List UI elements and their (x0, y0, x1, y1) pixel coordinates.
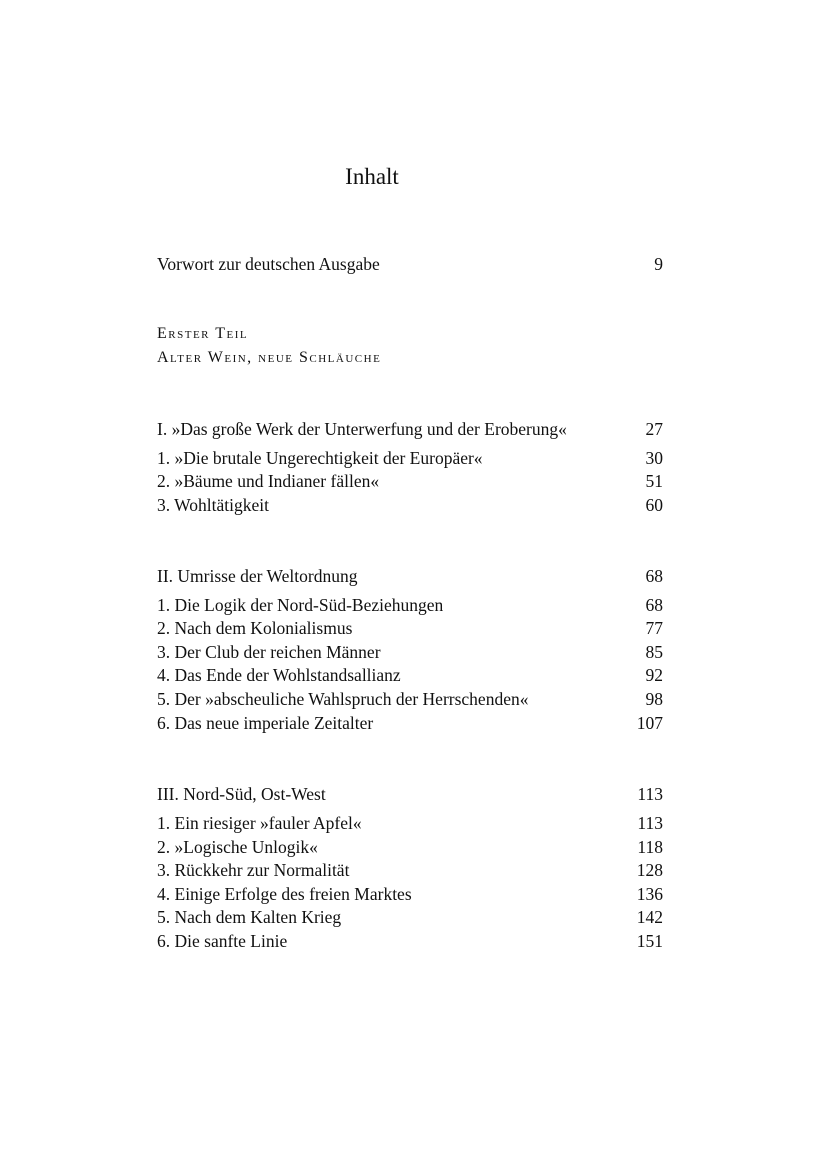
toc-section (157, 469, 663, 493)
toc-entry-page: 107 (636, 713, 663, 733)
toc-section (157, 811, 663, 835)
toc-entry-label: 1. »Die brutale Ungerechtigkeit der Europäer« (157, 448, 483, 468)
toc-entry-label: 4. Das Ende der Wohlstandsallianz (157, 665, 401, 685)
toc-page (157, 0, 663, 1170)
toc-section (157, 663, 663, 687)
toc-entry-label: 1. Die Logik der Nord-Süd-Beziehungen (157, 595, 444, 615)
toc-entry-page: 27 (645, 419, 663, 439)
toc-entry-label: III. Nord-Süd, Ost-West (157, 784, 326, 804)
toc-entry-label: 5. Nach dem Kalten Krieg (157, 907, 342, 927)
toc-entry-label: 3. Wohltätigkeit (157, 495, 270, 515)
toc-entry-page: 118 (637, 837, 663, 857)
toc-section (157, 905, 663, 929)
toc-section (157, 882, 663, 906)
toc-entry-page: 128 (636, 860, 663, 880)
toc-entry-label: 3. Der Club der reichen Männer (157, 642, 381, 662)
toc-section (157, 929, 663, 953)
toc-entry-page: 98 (645, 689, 663, 709)
toc-entry-label: I. »Das große Werk der Unterwerfung und der Eroberung« (157, 419, 567, 439)
toc-section (157, 446, 663, 470)
toc-entry-page: 142 (636, 907, 663, 927)
toc-section (157, 640, 663, 664)
toc-entry-label: 2. Nach dem Kolonialismus (157, 618, 353, 638)
toc-entry-label: 4. Einige Erfolge des freien Marktes (157, 884, 412, 904)
toc-entry-label: 2. »Bäume und Indianer fällen« (157, 471, 380, 491)
toc-entry-page: 51 (645, 471, 663, 491)
part-heading-line1: Erster Teil (157, 325, 249, 342)
toc-entry-page: 85 (645, 642, 663, 662)
toc-entry-label: Vorwort zur deutschen Ausgabe (157, 254, 380, 274)
part-heading-line2: Alter Wein, neue Schläuche (157, 349, 382, 366)
toc-entry-page: 113 (637, 784, 663, 804)
toc-section (157, 711, 663, 735)
toc-entry-page: 113 (637, 813, 663, 833)
toc-entry-page: 92 (645, 665, 663, 685)
toc-entry-label: 3. Rückkehr zur Normalität (157, 860, 350, 880)
toc-entry-label: 5. Der »abscheuliche Wahlspruch der Herrschenden« (157, 689, 529, 709)
toc-entry-page: 30 (645, 448, 663, 468)
toc-section (157, 687, 663, 711)
toc-section (157, 835, 663, 859)
toc-entry-label: 6. Die sanfte Linie (157, 931, 288, 951)
toc-entry-page: 9 (654, 254, 663, 274)
toc-entry-page: 151 (636, 931, 663, 951)
toc-entry-page: 136 (636, 884, 663, 904)
toc-chapter-3 (157, 782, 663, 806)
toc-chapter-2 (157, 564, 663, 588)
toc-entry-label: 6. Das neue imperiale Zeitalter (157, 713, 374, 733)
page-title: Inhalt (345, 164, 399, 189)
toc-section (157, 493, 663, 517)
toc-entry-page: 68 (645, 595, 663, 615)
toc-entry-label: 2. »Logische Unlogik« (157, 837, 318, 857)
toc-entry-label: 1. Ein riesiger »fauler Apfel« (157, 813, 362, 833)
toc-section (157, 858, 663, 882)
toc-entry-page: 60 (645, 495, 663, 515)
toc-section (157, 593, 663, 617)
toc-entry-page: 68 (645, 566, 663, 586)
toc-entry-label: II. Umrisse der Weltordnung (157, 566, 358, 586)
toc-chapter-1 (157, 417, 663, 441)
toc-entry-preface (157, 252, 663, 276)
toc-entry-page: 77 (645, 618, 663, 638)
toc-section (157, 616, 663, 640)
